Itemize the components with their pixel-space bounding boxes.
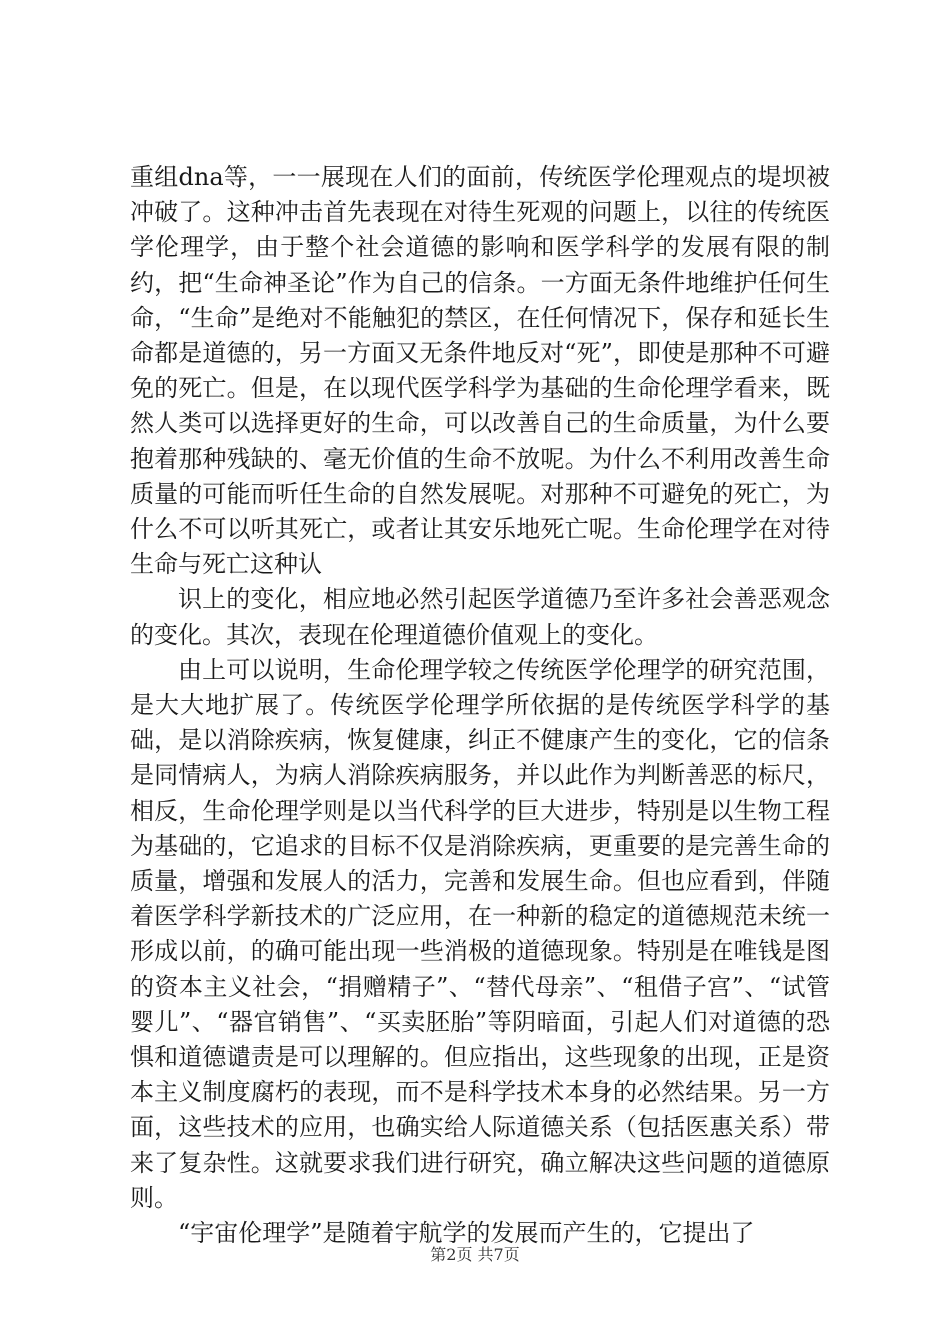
paragraph: “宇宙伦理学”是随着宇航学的发展而产生的，它提出了 bbox=[178, 1219, 755, 1248]
paragraph: 识上的变化，相应地必然引起医学道德乃至许多社会善恶观念的变化。其次，表现在伦理道德价值观上的变化。 bbox=[130, 585, 830, 649]
page-footer: 第2页 共7页 bbox=[430, 1245, 520, 1264]
document-body bbox=[130, 160, 830, 1251]
paragraph: 重组dna等，一一展现在人们的面前，传统医学伦理观点的堤坝被冲破了。这种冲击首先表现在对待生死观的问题上，以往的传统医学伦理学，由于整个社会道德的影响和医学科学的发展有限的制约，把“生命神圣论”作为自己的信条。一方面无条件地维护任何生命，“生命”是绝对不能触犯的禁区，在任何情况下，保存和延长生命都是道德的，另一方面又无条件地反对“死”，即使是那种不可避免的死亡。但是，在以现代医学科学为基础的生命伦理学看来，既然人类可以选择更好的生命，可以改善自己的生命质量，为什么要抱着那种残缺的、毫无价值的生命不放呢。为什么不利用改善生命质量的可能而听任生命的自然发展呢。对那种不可避免的死亡，为什么不可以听其死亡，或者让其安乐地死亡呢。生命伦理学在对待生命与死亡这种认 bbox=[130, 163, 830, 579]
paragraph: 由上可以说明，生命伦理学较之传统医学伦理学的研究范围，是大大地扩展了。传统医学伦理学所依据的是传统医学科学的基础，是以消除疾病，恢复健康，纠正不健康产生的变化，它的信条是同情病人，为病人消除疾病服务，并以此作为判断善恶的标尺，相反，生命伦理学则是以当代科学的巨大进步，特别是以生物工程为基础的，它追求的目标不仅是消除疾病，更重要的是完善生命的质量，增强和发展人的活力，完善和发展生命。但也应看到，伴随着医学科学新技术的广泛应用，在一种新的稳定的道德规范未统一形成以前，的确可能出现一些消极的道德现象。特别是在唯钱是图的资本主义社会，“捐赠精子”、“替代母亲”、“租借子宫”、“试管婴儿”、“器官销售”、“买卖胚胎”等阴暗面，引起人们对道德的恐惧和道德谴责是可以理解的。但应指出，这些现象的出现，正是资本主义制度腐朽的表现，而不是科学技术本身的必然结果。另一方面，这些技术的应用，也确实给人际道德关系（包括医惠关系）带来了复杂性。这就要求我们进行研究，确立解决这些问题的道德原则。 bbox=[130, 655, 830, 1212]
